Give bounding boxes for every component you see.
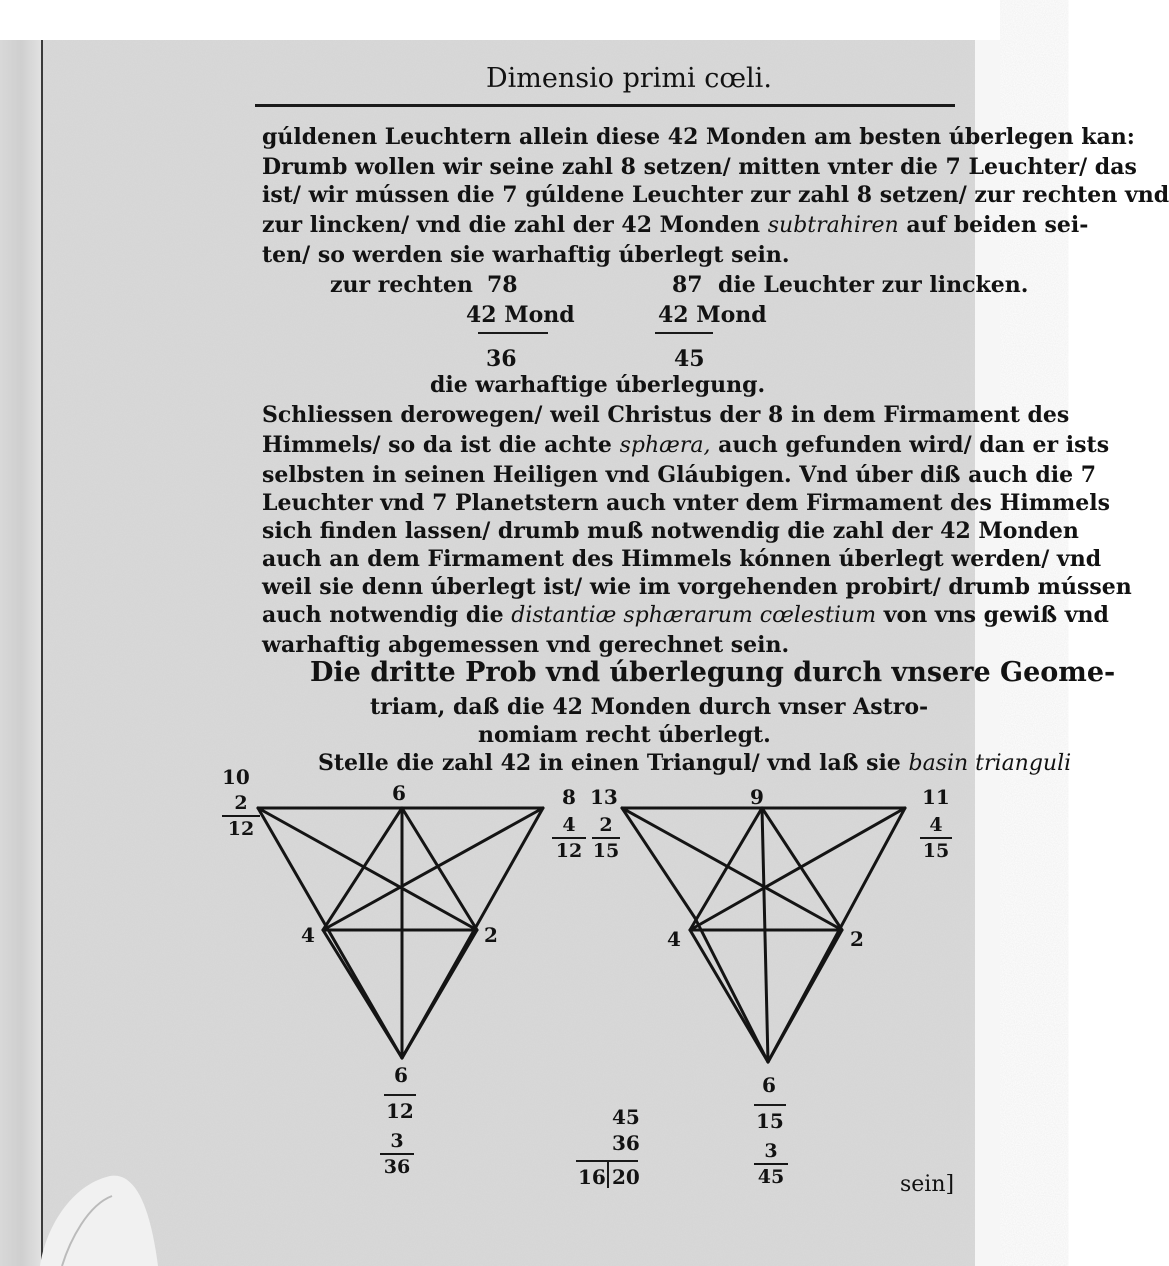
fraction-numerator: 2 [234,792,248,814]
middle-bottom-divider [607,1160,609,1188]
right-mid-left-number: 4 [667,927,681,951]
calc-left-sub: 42 Mond [466,302,575,328]
left-bottom-fraction-number: 12 [386,1099,414,1123]
fraction-numerator: 4 [562,814,576,836]
fraction-denominator: 45 [757,1166,785,1188]
right-corner-number: 11 [922,785,950,809]
fraction-denominator: 15 [922,840,950,862]
calc-right-sub: 42 Mond [658,302,767,328]
middle-bottom-number-c1: 16 [578,1165,606,1189]
latin-term: basin trianguli [908,751,1072,776]
left-bottom-fraction [380,1130,414,1178]
fraction-numerator: 4 [929,814,943,836]
running-title: Dimensio primi cœli. [486,63,772,94]
fraction-numerator: 3 [390,1130,404,1152]
right-bottom-fraction [754,1140,788,1188]
latin-term: subtrahiren [767,213,899,238]
text-line: Leuchter vnd 7 Planetstern auch vnter dem Firmament des Himmels [262,490,1111,516]
latin-term: distantiæ sphærarum cœlestium [511,603,877,628]
calc-right-top: 87 [672,272,703,298]
text-line: gúldenen Leuchtern allein diese 42 Monden am besten úberlegen kan: [262,124,1135,150]
left-mid-left-number: 4 [301,923,315,947]
text-line: Schliessen derowegen/ weil Christus der 8 in dem Firmament des [262,402,1070,428]
right-fraction [920,814,952,862]
fraction-denominator: 12 [227,818,255,840]
calc-left-result: 36 [486,346,517,372]
fraction-denominator: 36 [383,1156,411,1178]
section-heading: nomiam recht úberlegt. [478,722,771,748]
fraction-numerator: 2 [599,814,613,836]
calc-right-label: die Leuchter zur lincken. [718,272,1029,298]
right-mid-right-number: 2 [850,927,864,951]
right-bottom-rule [754,1104,786,1106]
left-bottom-number: 6 [394,1063,408,1087]
calc-caption: die warhaftige úberlegung. [430,372,766,398]
fraction-bar [920,837,952,839]
right-bottom-fraction-number: 15 [756,1109,784,1133]
left-corner-number: 10 [222,765,250,789]
text-span: auch notwendig die [262,602,504,628]
middle-top-number: 13 [590,785,618,809]
text-span: von vns gewiß vnd [883,602,1109,628]
text-line: auch an dem Firmament des Himmels kónnen úberlegt werden/ vnd [262,546,1102,572]
fraction-denominator: 15 [592,840,620,862]
text-line: weil sie denn úberlegt ist/ wie im vorgehenden probirt/ drumb mússen [262,574,1132,600]
left-right-fraction [552,814,586,862]
middle-fraction [592,814,620,862]
text-line: Drumb wollen wir seine zahl 8 setzen/ mitten vnter die 7 Leuchter/ das [262,154,1137,180]
middle-bottom-number-b: 36 [612,1131,640,1155]
calc-right-result: 45 [674,346,705,372]
text-line: warhaftig abgemessen vnd gerechnet sein. [262,632,790,658]
left-right-corner-number: 8 [562,785,576,809]
text-span: Himmels/ so da ist die achte [262,432,612,458]
text-line: sich finden lassen/ drumb muß notwendig die zahl der 42 Monden [262,518,1079,544]
middle-bottom-number-a: 45 [612,1105,640,1129]
text-line: selbsten in seinen Heiligen vnd Gláubigen. Vnd úber diß auch die 7 [262,462,1097,488]
text-span: Stelle die zahl 42 in einen Triangul/ vnd laß sie [318,750,901,776]
right-apex-number: 9 [750,785,764,809]
fraction-bar [222,815,260,817]
section-heading: Die dritte Prob vnd úberlegung durch vnsere Geome- [310,657,1116,688]
text-line: ten/ so werden sie warhaftig úberlegt sein. [262,242,790,268]
fraction-bar [754,1163,788,1165]
right-bottom-number: 6 [762,1073,776,1097]
middle-bottom-number-c2: 20 [612,1165,640,1189]
fraction-bar [552,837,586,839]
text-span: auf beiden sei- [906,212,1089,238]
fraction-denominator: 12 [555,840,583,862]
text-span: auch gefunden wird/ dan er ists [718,432,1110,458]
fraction-bar [592,837,620,839]
catchword: sein] [900,1172,955,1197]
left-apex-number: 6 [392,781,406,805]
latin-term: sphæra, [619,433,711,458]
text-line: ist/ wir mússen die 7 gúldene Leuchter zur zahl 8 setzen/ zur rechten vnd [262,182,1169,208]
calc-left-top: 78 [487,272,518,298]
left-fraction [222,792,260,840]
left-mid-right-number: 2 [484,923,498,947]
fraction-bar [380,1153,414,1155]
text-span: zur lincken/ vnd die zahl der 42 Monden [262,212,761,238]
section-heading: triam, daß die 42 Monden durch vnser Astro- [370,694,929,720]
calc-left-label: zur rechten [330,272,473,298]
left-bottom-rule [384,1094,416,1096]
fraction-numerator: 3 [764,1140,778,1162]
